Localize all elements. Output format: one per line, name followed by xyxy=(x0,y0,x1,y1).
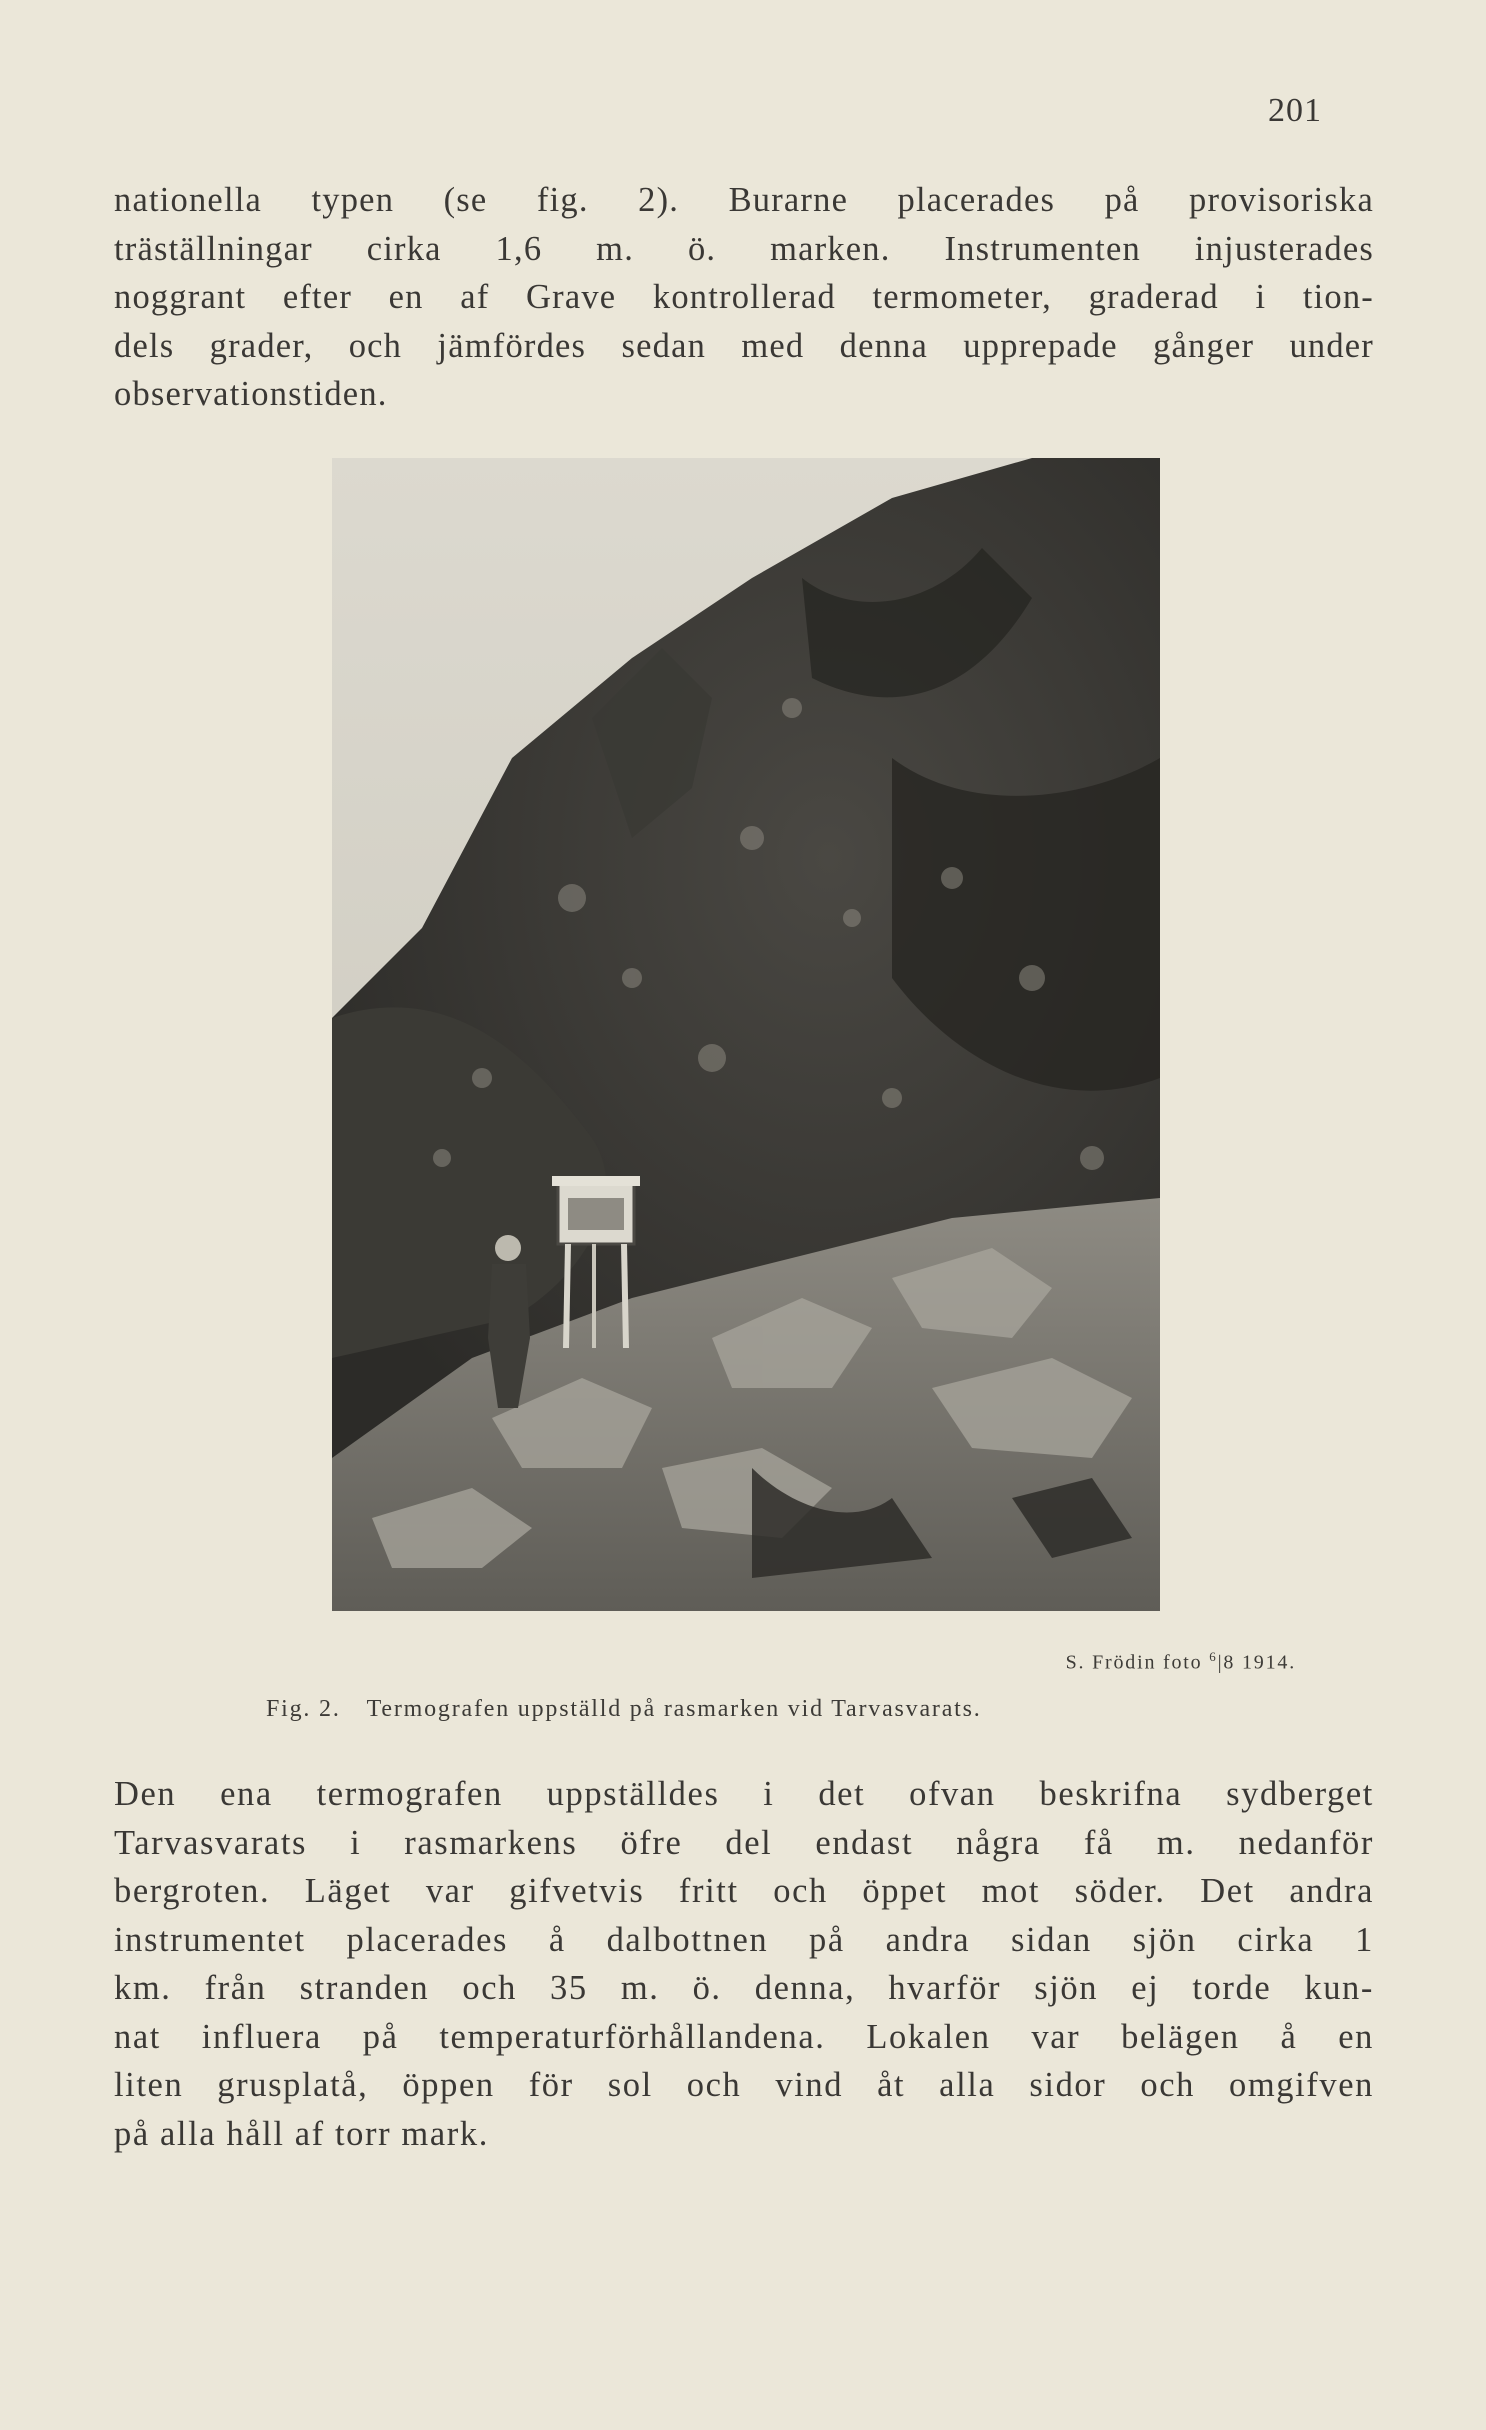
paragraph-top xyxy=(114,176,1374,419)
paragraph-line: instrumentet placerades å dalbottnen på andra sidan sjön cirka 1 xyxy=(114,1920,1374,1959)
figure-caption xyxy=(266,1696,982,1723)
paragraph-line: Den ena termografen uppställdes i det ofvan beskrifna sydberget xyxy=(114,1775,1374,1813)
photo-illustration xyxy=(332,458,1160,1611)
paragraph-line: dels grader, och jämfördes sedan med denna upprepade gånger under xyxy=(114,326,1374,365)
paragraph-line: Tarvasvarats i rasmarkens öfre del endast några få m. nedanför xyxy=(114,1823,1374,1862)
paragraph-line: noggrant efter en af Grave kontrollerad termometer, graderad i tion- xyxy=(114,278,1374,316)
paragraph-line: nationella typen (se fig. 2). Burarne placerades på provisoriska xyxy=(114,181,1374,219)
paragraph-line: km. från stranden och 35 m. ö. denna, hvarför sjön ej torde kun- xyxy=(114,1969,1374,2007)
paragraph-line: nat influera på temperaturförhållandena. Lokalen var belägen å en xyxy=(114,2017,1374,2056)
paragraph-bottom xyxy=(114,1770,1374,2158)
paragraph-line: på alla håll af torr mark. xyxy=(114,2114,489,2153)
paragraph-line: liten grusplatå, öppen för sol och vind åt alla sidor och omgifven xyxy=(114,2066,1374,2104)
page-number: 201 xyxy=(1268,92,1322,129)
figure-photo xyxy=(332,458,1160,1611)
paragraph-line: träställningar cirka 1,6 m. ö. marken. Instrumenten injusterades xyxy=(114,229,1374,268)
figure-caption-text: Termografen uppställd på rasmarken vid Tarvasvarats. xyxy=(366,1696,982,1722)
figure-label: Fig. 2. xyxy=(266,1696,341,1722)
photo-credit: S. Frödin foto $^6$|8 1914. xyxy=(1065,1649,1296,1674)
thermograph-stand xyxy=(552,1176,640,1348)
paragraph-line: observationstiden. xyxy=(114,375,388,413)
paragraph-line: bergroten. Läget var gifvetvis fritt och öppet mot söder. Det andra xyxy=(114,1872,1374,1910)
